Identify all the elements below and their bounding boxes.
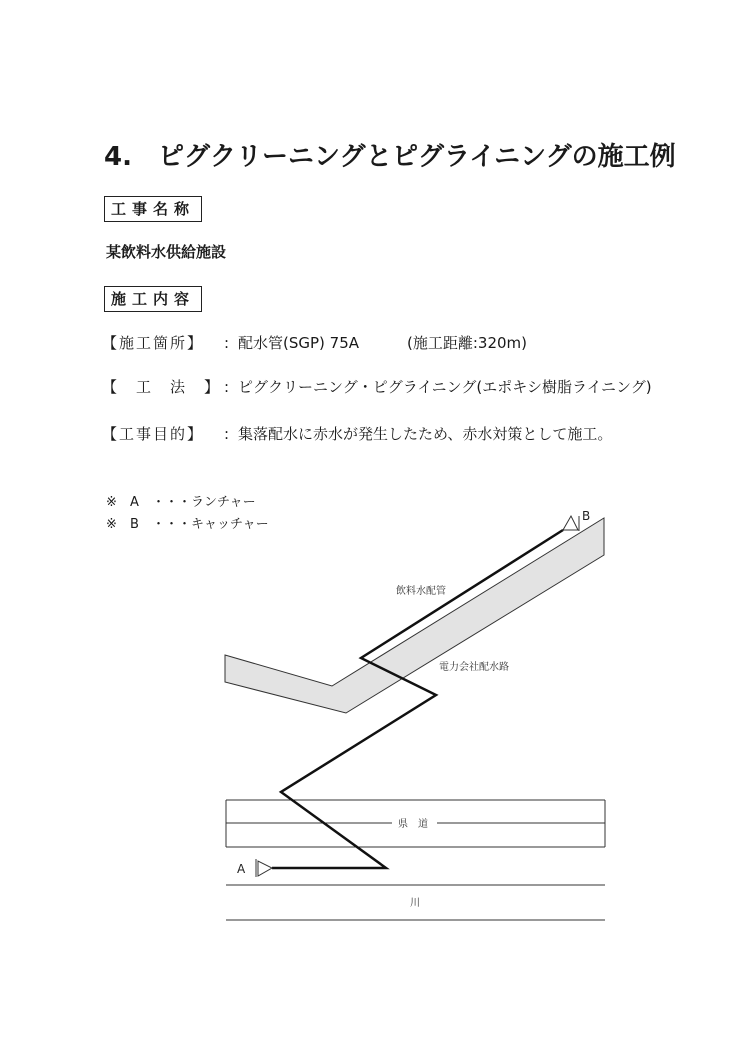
heading-project-name: 工事名称 xyxy=(104,196,202,222)
detail-colon: : xyxy=(224,378,230,396)
label-a: A xyxy=(237,862,246,876)
label-power-channel: 電力会社配水路 xyxy=(439,662,509,673)
detail-value: ピグクリーニング・ピグライニング(エポキシ樹脂ライニング) xyxy=(238,378,652,396)
detail-label: 【施工箇所】 xyxy=(102,334,205,352)
note-mark: ※ xyxy=(106,517,117,532)
detail-value: 集落配水に赤水が発生したため、赤水対策として施工。 xyxy=(238,425,613,443)
detail-colon: : xyxy=(224,334,230,352)
label-prefectural-road: 県 道 xyxy=(398,819,428,830)
launcher-icon xyxy=(258,861,272,876)
label-water-pipe: 飲料水配管 xyxy=(396,586,446,597)
detail-label: 【 工 法 】 xyxy=(102,378,222,396)
section-title: ピグクリーニングとピグライニングの施工例 xyxy=(157,142,676,172)
label-b: B xyxy=(582,509,591,523)
label-river: 川 xyxy=(410,898,420,909)
note-text: ・・・ランチャー xyxy=(152,495,256,510)
detail-colon: : xyxy=(224,425,230,443)
note-mark: ※ xyxy=(106,495,117,510)
catcher-icon xyxy=(563,516,578,530)
note-text: ・・・キャッチャー xyxy=(152,517,269,532)
detail-label: 【工事目的】 xyxy=(102,425,205,443)
heading-work-content: 施工内容 xyxy=(104,286,202,312)
note-letter: B xyxy=(130,517,139,532)
detail-value: 配水管(SGP) 75A xyxy=(238,334,360,352)
detail-extra: (施工距離:320m) xyxy=(407,334,528,352)
project-name-value: 某飲料水供給施設 xyxy=(106,243,227,261)
note-letter: A xyxy=(130,495,139,510)
section-number: 4. xyxy=(104,142,132,172)
